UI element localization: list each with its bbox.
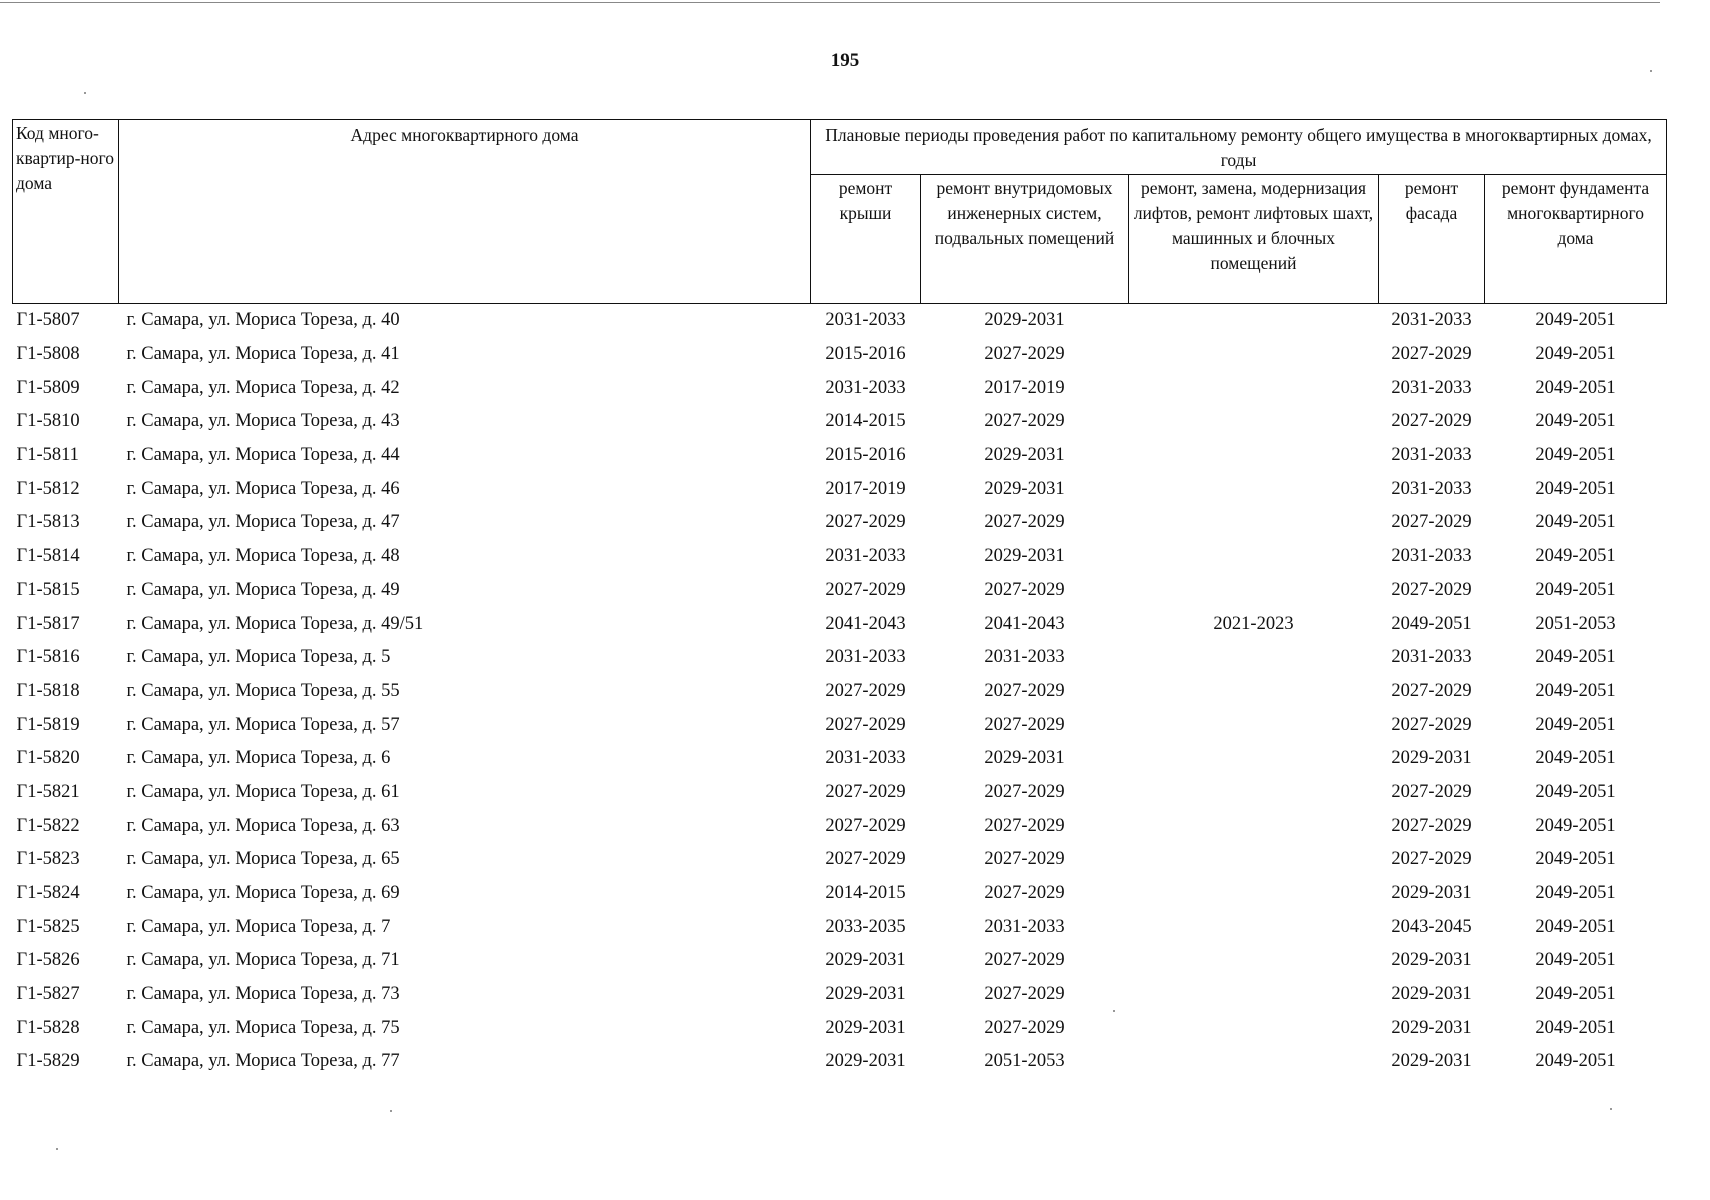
header-planned-periods: Плановые периоды проведения работ по капитальному ремонту общего имущества в многоквартирных домах, годы [811,120,1667,175]
cell-address: г. Самара, ул. Мориса Тореза, д. 77 [126,1051,400,1072]
cell-code: Г1-5827 [16,984,80,1005]
cell-foundation: 2049-2051 [1535,849,1616,870]
header-foundation: ремонт фундамента многоквартирного дома [1485,175,1667,304]
cell-code: Г1-5819 [16,714,80,735]
table-row [13,506,1667,540]
scan-speck [1113,1010,1115,1012]
cell-engineering: 2027-2029 [984,1017,1065,1038]
table-row [13,877,1667,911]
scan-speck [84,92,86,94]
cell-roof: 2027-2029 [825,781,906,802]
cell-foundation: 2051-2053 [1535,613,1616,634]
cell-facade: 2027-2029 [1391,815,1472,836]
cell-elevators [1129,708,1379,742]
cell-engineering: 2027-2029 [984,680,1065,701]
cell-elevators [1129,877,1379,911]
table-row [13,607,1667,641]
cell-facade: 2049-2051 [1391,613,1472,634]
table-row [13,1045,1667,1079]
cell-code: Г1-5817 [16,613,80,634]
cell-address: г. Самара, ул. Мориса Тореза, д. 6 [126,748,391,769]
cell-elevators [1129,1045,1379,1079]
cell-elevators [1129,944,1379,978]
cell-code: Г1-5824 [16,883,80,904]
cell-address: г. Самара, ул. Мориса Тореза, д. 43 [126,411,400,432]
cell-engineering: 2031-2033 [984,916,1065,937]
scan-top-rule [0,2,1660,3]
cell-engineering: 2027-2029 [984,579,1065,600]
cell-elevators [1129,776,1379,810]
cell-foundation: 2049-2051 [1535,411,1616,432]
cell-roof: 2031-2033 [825,546,906,567]
cell-engineering: 2029-2031 [984,546,1065,567]
cell-foundation: 2049-2051 [1535,1017,1616,1038]
cell-foundation: 2049-2051 [1535,478,1616,499]
cell-code: Г1-5808 [16,344,80,365]
cell-roof: 2027-2029 [825,680,906,701]
cell-facade: 2027-2029 [1391,512,1472,533]
cell-elevators [1129,338,1379,372]
cell-facade: 2027-2029 [1391,579,1472,600]
cell-roof: 2029-2031 [825,1051,906,1072]
table-row [13,944,1667,978]
cell-roof: 2031-2033 [825,310,906,331]
cell-engineering: 2029-2031 [984,445,1065,466]
table-row [13,978,1667,1012]
cell-foundation: 2049-2051 [1535,377,1616,398]
cell-roof: 2027-2029 [825,815,906,836]
cell-address: г. Самара, ул. Мориса Тореза, д. 7 [126,916,391,937]
cell-code: Г1-5821 [16,781,80,802]
scan-speck [390,1110,392,1112]
cell-roof: 2014-2015 [825,883,906,904]
cell-engineering: 2027-2029 [984,950,1065,971]
cell-roof: 2017-2019 [825,478,906,499]
cell-facade: 2031-2033 [1391,445,1472,466]
cell-code: Г1-5825 [16,916,80,937]
cell-address: г. Самара, ул. Мориса Тореза, д. 46 [126,478,400,499]
cell-elevators [1129,675,1379,709]
cell-elevators [1129,809,1379,843]
table-row [13,910,1667,944]
cell-address: г. Самара, ул. Мориса Тореза, д. 63 [126,815,400,836]
cell-foundation: 2049-2051 [1535,512,1616,533]
table-row [13,776,1667,810]
cell-elevators [1129,910,1379,944]
cell-facade: 2031-2033 [1391,478,1472,499]
cell-facade: 2029-2031 [1391,950,1472,971]
cell-engineering: 2027-2029 [984,714,1065,735]
cell-address: г. Самара, ул. Мориса Тореза, д. 57 [126,714,400,735]
cell-facade: 2029-2031 [1391,748,1472,769]
cell-engineering: 2029-2031 [984,310,1065,331]
table-row [13,338,1667,372]
cell-code: Г1-5811 [16,445,79,466]
table-header [13,120,1667,304]
header-address: Адрес многоквартирного дома [119,120,811,304]
header-facade: ремонт фасада [1379,175,1485,304]
cell-roof: 2027-2029 [825,714,906,735]
cell-elevators [1129,506,1379,540]
cell-foundation: 2049-2051 [1535,815,1616,836]
cell-elevators [1129,472,1379,506]
cell-code: Г1-5816 [16,647,80,668]
cell-address: г. Самара, ул. Мориса Тореза, д. 42 [126,377,400,398]
cell-foundation: 2049-2051 [1535,748,1616,769]
cell-elevators [1129,978,1379,1012]
cell-foundation: 2049-2051 [1535,950,1616,971]
capital-repair-table [12,119,1667,1079]
cell-engineering: 2041-2043 [984,613,1065,634]
cell-code: Г1-5807 [16,310,80,331]
table-row [13,371,1667,405]
cell-foundation: 2049-2051 [1535,883,1616,904]
cell-engineering: 2027-2029 [984,815,1065,836]
cell-facade: 2029-2031 [1391,1051,1472,1072]
cell-address: г. Самара, ул. Мориса Тореза, д. 49/51 [126,613,424,634]
cell-code: Г1-5823 [16,849,80,870]
cell-foundation: 2049-2051 [1535,714,1616,735]
cell-elevators [1129,405,1379,439]
cell-facade: 2031-2033 [1391,546,1472,567]
table-row [13,304,1667,338]
cell-elevators [1129,574,1379,608]
cell-roof: 2027-2029 [825,512,906,533]
cell-roof: 2015-2016 [825,344,906,365]
cell-elevators [1129,371,1379,405]
cell-facade: 2031-2033 [1391,647,1472,668]
table-row [13,439,1667,473]
cell-roof: 2029-2031 [825,984,906,1005]
table-row [13,540,1667,574]
cell-roof: 2029-2031 [825,1017,906,1038]
cell-roof: 2027-2029 [825,849,906,870]
cell-address: г. Самара, ул. Мориса Тореза, д. 71 [126,950,400,971]
cell-address: г. Самара, ул. Мориса Тореза, д. 49 [126,579,400,600]
cell-roof: 2029-2031 [825,950,906,971]
table-row [13,405,1667,439]
cell-roof: 2015-2016 [825,445,906,466]
cell-foundation: 2049-2051 [1535,1051,1616,1072]
cell-foundation: 2049-2051 [1535,680,1616,701]
cell-engineering: 2029-2031 [984,478,1065,499]
table-body [13,304,1667,1079]
cell-address: г. Самара, ул. Мориса Тореза, д. 40 [126,310,400,331]
table-row [13,809,1667,843]
cell-roof: 2033-2035 [825,916,906,937]
cell-address: г. Самара, ул. Мориса Тореза, д. 41 [126,344,400,365]
page-number: 195 [830,50,860,71]
cell-address: г. Самара, ул. Мориса Тореза, д. 55 [126,680,400,701]
cell-address: г. Самара, ул. Мориса Тореза, д. 73 [126,984,400,1005]
header-engineering: ремонт внутридомовых инженерных систем, подвальных помещений [921,175,1129,304]
header-roof: ремонт крыши [811,175,921,304]
cell-foundation: 2049-2051 [1535,916,1616,937]
cell-code: Г1-5815 [16,579,80,600]
cell-engineering: 2027-2029 [984,883,1065,904]
cell-engineering: 2017-2019 [984,377,1065,398]
cell-code: Г1-5812 [16,478,80,499]
scan-speck [1610,1108,1612,1110]
cell-code: Г1-5826 [16,950,80,971]
cell-elevators [1129,641,1379,675]
table-row [13,742,1667,776]
cell-code: Г1-5822 [16,815,80,836]
cell-address: г. Самара, ул. Мориса Тореза, д. 65 [126,849,400,870]
cell-foundation: 2049-2051 [1535,984,1616,1005]
cell-engineering: 2027-2029 [984,344,1065,365]
cell-elevators [1129,742,1379,776]
cell-elevators [1129,843,1379,877]
cell-elevators [1129,1011,1379,1045]
table-row [13,1011,1667,1045]
cell-address: г. Самара, ул. Мориса Тореза, д. 69 [126,883,400,904]
cell-facade: 2027-2029 [1391,781,1472,802]
table-row [13,708,1667,742]
cell-facade: 2029-2031 [1391,984,1472,1005]
cell-facade: 2027-2029 [1391,680,1472,701]
cell-address: г. Самара, ул. Мориса Тореза, д. 48 [126,546,400,567]
cell-address: г. Самара, ул. Мориса Тореза, д. 61 [126,781,400,802]
cell-foundation: 2049-2051 [1535,781,1616,802]
cell-elevators [1129,540,1379,574]
cell-roof: 2031-2033 [825,748,906,769]
cell-address: г. Самара, ул. Мориса Тореза, д. 44 [126,445,400,466]
cell-facade: 2027-2029 [1391,411,1472,432]
cell-facade: 2029-2031 [1391,883,1472,904]
cell-code: Г1-5820 [16,748,80,769]
cell-code: Г1-5829 [16,1051,80,1072]
cell-facade: 2043-2045 [1391,916,1472,937]
cell-facade: 2029-2031 [1391,1017,1472,1038]
cell-facade: 2027-2029 [1391,714,1472,735]
cell-address: г. Самара, ул. Мориса Тореза, д. 75 [126,1017,400,1038]
cell-roof: 2031-2033 [825,377,906,398]
cell-address: г. Самара, ул. Мориса Тореза, д. 47 [126,512,400,533]
cell-foundation: 2049-2051 [1535,445,1616,466]
cell-elevators [1129,439,1379,473]
cell-roof: 2027-2029 [825,579,906,600]
cell-code: Г1-5828 [16,1017,80,1038]
cell-facade: 2031-2033 [1391,310,1472,331]
cell-engineering: 2027-2029 [984,984,1065,1005]
cell-engineering: 2051-2053 [984,1051,1065,1072]
cell-elevators [1129,304,1379,338]
cell-address: г. Самара, ул. Мориса Тореза, д. 5 [126,647,391,668]
cell-facade: 2027-2029 [1391,344,1472,365]
table-row [13,574,1667,608]
cell-roof: 2014-2015 [825,411,906,432]
header-elevators: ремонт, замена, модернизация лифтов, ремонт лифтовых шахт, машинных и блочных помещений [1129,175,1379,304]
cell-roof: 2031-2033 [825,647,906,668]
cell-foundation: 2049-2051 [1535,579,1616,600]
cell-code: Г1-5809 [16,377,80,398]
cell-facade: 2031-2033 [1391,377,1472,398]
cell-elevators: 2021-2023 [1213,613,1294,634]
cell-engineering: 2027-2029 [984,411,1065,432]
scan-speck [1650,70,1652,72]
table-row [13,641,1667,675]
table-row [13,843,1667,877]
cell-roof: 2041-2043 [825,613,906,634]
cell-foundation: 2049-2051 [1535,344,1616,365]
cell-engineering: 2031-2033 [984,647,1065,668]
cell-code: Г1-5814 [16,546,80,567]
table-row [13,675,1667,709]
cell-code: Г1-5818 [16,680,80,701]
cell-engineering: 2027-2029 [984,781,1065,802]
header-code: Код много-квартир-ного дома [13,120,119,304]
table-row [13,472,1667,506]
cell-foundation: 2049-2051 [1535,647,1616,668]
cell-code: Г1-5810 [16,411,80,432]
cell-engineering: 2027-2029 [984,512,1065,533]
cell-engineering: 2029-2031 [984,748,1065,769]
cell-engineering: 2027-2029 [984,849,1065,870]
cell-facade: 2027-2029 [1391,849,1472,870]
cell-code: Г1-5813 [16,512,80,533]
cell-foundation: 2049-2051 [1535,310,1616,331]
scan-speck [56,1148,58,1150]
cell-foundation: 2049-2051 [1535,546,1616,567]
